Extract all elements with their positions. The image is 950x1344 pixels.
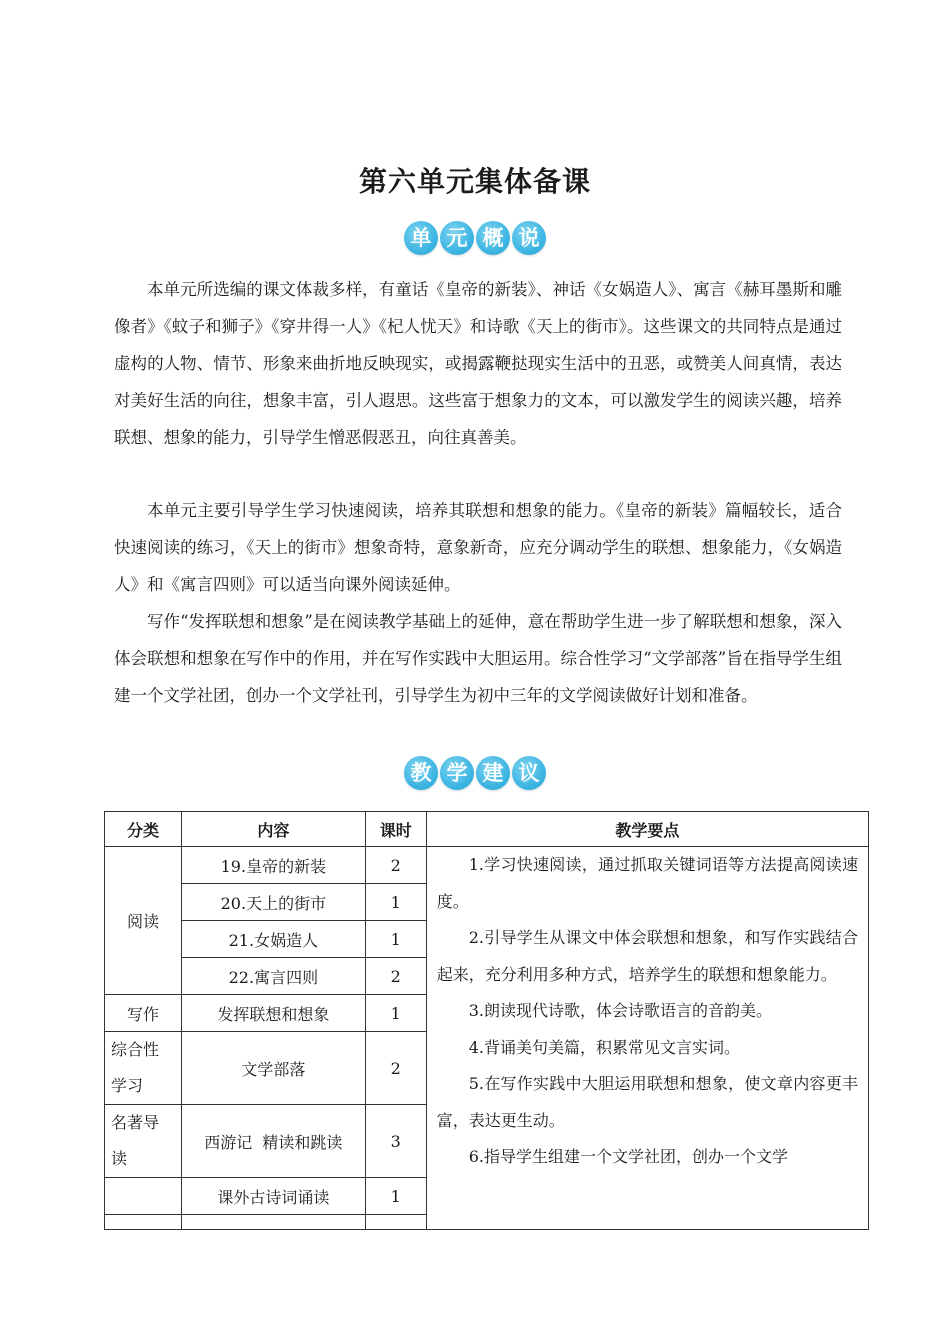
lesson-content: 课外古诗词诵读	[181, 1178, 365, 1215]
key-point: 5.在写作实践中大胆运用联想和想象，使文章内容更丰富，表达更生动。	[436, 1074, 858, 1130]
lesson-content: 西游记 精读和跳读	[181, 1105, 365, 1178]
table-header-row	[105, 812, 869, 847]
lesson-hours: 1	[365, 995, 426, 1032]
overview-paragraph-2: 本单元主要引导学生学习快速阅读，培养其联想和想象的能力。《皇帝的新装》篇幅较长，适合快速阅读的练习，《天上的街市》想象奇特，意象新奇，应充分调动学生的联想、想象能力，《女娲造人》和《寓言四则》可以适当向课外阅读延伸。	[114, 501, 842, 594]
category-writing: 写作	[105, 995, 182, 1032]
lesson-content: 22.寓言四则	[181, 958, 365, 995]
lesson-hours: 1	[365, 1178, 426, 1215]
heading-char: 建	[476, 756, 510, 790]
heading-char: 学	[440, 756, 474, 790]
heading-char: 说	[512, 221, 546, 255]
heading-char: 教	[404, 756, 438, 790]
heading-char: 议	[512, 756, 546, 790]
teaching-plan-table	[104, 811, 869, 1230]
lesson-hours: 3	[365, 1105, 426, 1178]
section-heading-suggestions	[0, 756, 950, 790]
lesson-hours: 1	[365, 921, 426, 958]
category-reading: 阅读	[105, 847, 182, 995]
lesson-content: 19.皇帝的新装	[181, 847, 365, 884]
header-hours: 课时	[365, 812, 426, 847]
key-point: 2.引导学生从课文中体会联想和想象，和写作实践结合起来，充分利用多种方式，培养学生的联想和想象能力。	[436, 928, 858, 984]
heading-char: 单	[404, 221, 438, 255]
key-point: 3.朗读现代诗歌，体会诗歌语言的音韵美。	[468, 1001, 773, 1020]
section-heading-overview	[0, 221, 950, 255]
key-point: 1.学习快速阅读，通过抓取关键词语等方法提高阅读速度。	[436, 855, 858, 911]
lesson-hours: 2	[365, 1032, 426, 1105]
category-empty	[105, 1178, 182, 1215]
lesson-hours: 2	[365, 958, 426, 995]
lesson-content: 21.女娲造人	[181, 921, 365, 958]
key-points-cell	[426, 847, 868, 1230]
lesson-content: 发挥联想和想象	[181, 995, 365, 1032]
heading-char: 元	[440, 221, 474, 255]
table-row	[105, 847, 869, 884]
lesson-content: 20.天上的街市	[181, 884, 365, 921]
header-content: 内容	[181, 812, 365, 847]
key-point: 4.背诵美句美篇，积累常见文言实词。	[468, 1037, 741, 1057]
header-key-points: 教学要点	[426, 812, 868, 847]
overview-paragraph-3: 写作“发挥联想和想象”是在阅读教学基础上的延伸，意在帮助学生进一步了解联想和想象，深入体会联想和想象在写作中的作用，并在写作实践中大胆运用。综合性学习“文学部落”旨在指导学生组建一个文学社团，创办一个文学社刊，引导学生为初中三年的文学阅读做好计划和准备。	[114, 612, 842, 705]
lesson-content: 文学部落	[181, 1032, 365, 1105]
category-classics: 名著导读	[105, 1105, 182, 1178]
category-comprehensive: 综合性学习	[105, 1032, 182, 1105]
heading-char: 概	[476, 221, 510, 255]
page-title: 第六单元集体备课	[358, 165, 591, 198]
header-category: 分类	[105, 812, 182, 847]
lesson-hours: 1	[365, 884, 426, 921]
key-point: 6.指导学生组建一个文学社团，创办一个文学	[468, 1147, 789, 1166]
lesson-hours: 2	[365, 847, 426, 884]
overview-paragraph-1: 本单元所选编的课文体裁多样，有童话《皇帝的新装》、神话《女娲造人》、寓言《赫耳墨斯和雕像者》《蚊子和狮子》《穿井得一人》《杞人忧天》和诗歌《天上的街市》。这些课文的共同特点是通过虚构的人物、情节、形象来曲折地反映现实，或揭露鞭挞现实生活中的丑恶，或赞美人间真情，表达对美好生活的向往，想象丰富，引人遐思。这些富于想象力的文本，可以激发学生的阅读兴趣，培养联想、想象的能力，引导学生憎恶假恶丑，向往真善美。	[114, 280, 842, 447]
